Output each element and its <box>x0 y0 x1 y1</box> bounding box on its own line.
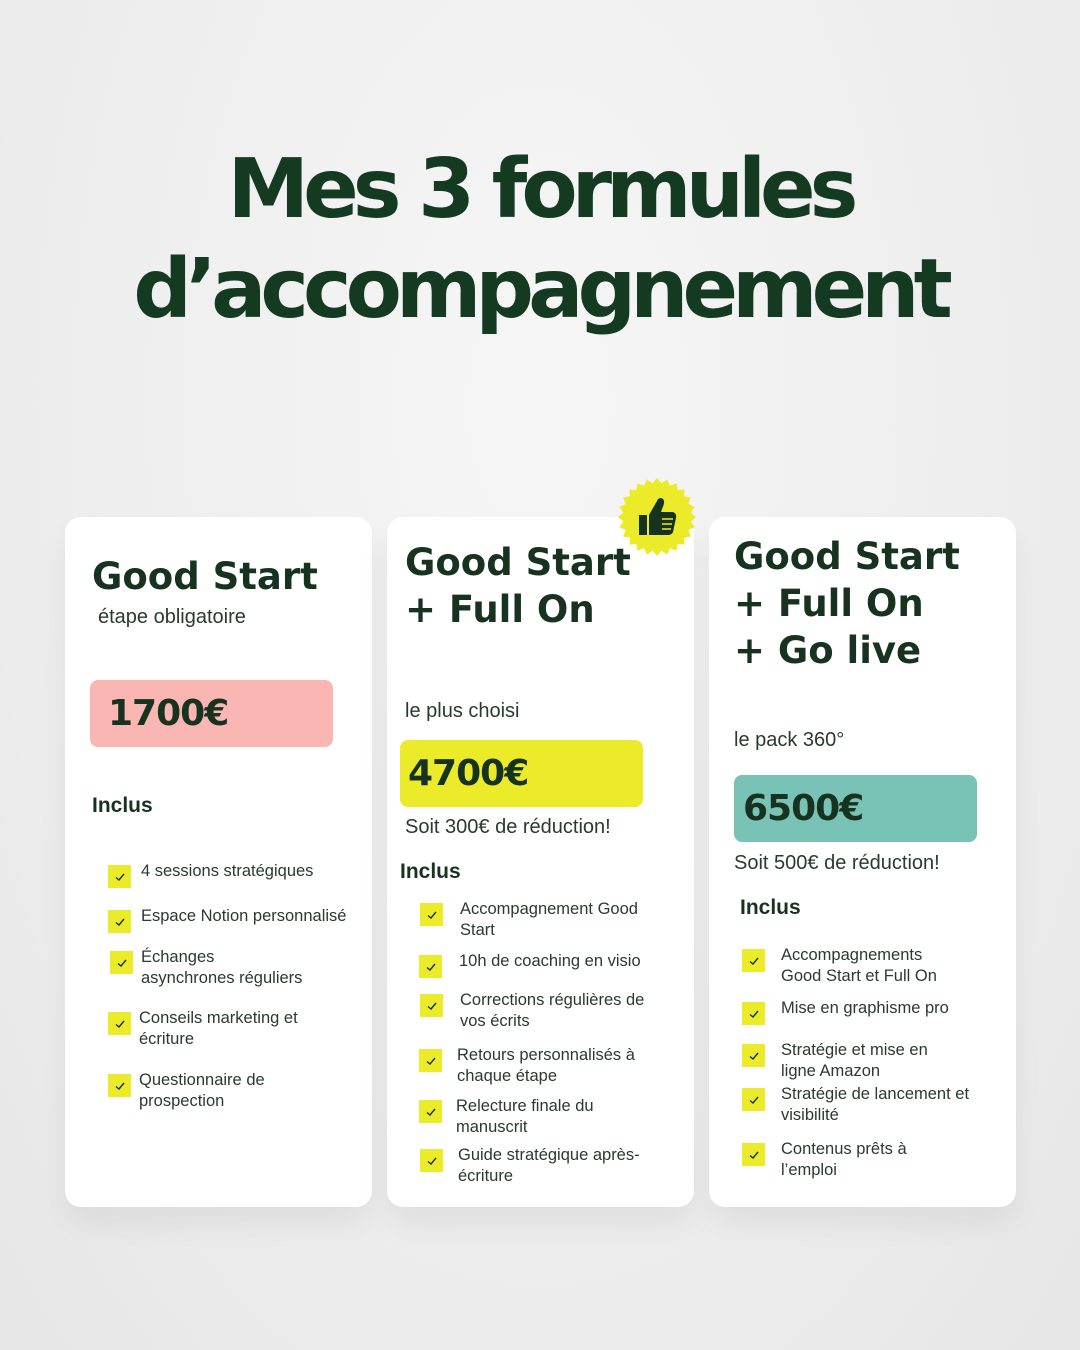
feature-item <box>108 1008 328 1050</box>
feature-item <box>420 899 660 941</box>
inclus-heading: Inclus <box>92 794 153 817</box>
feature-item <box>742 945 1002 987</box>
plan-name-line: + Full On <box>405 588 595 631</box>
feature-item <box>108 906 363 933</box>
feature-item <box>420 990 670 1032</box>
feature-item <box>108 861 348 888</box>
checkbox-check-icon <box>108 1012 131 1035</box>
feature-item <box>110 947 310 989</box>
feature-text: Relecture finale du manuscrit <box>456 1097 594 1136</box>
feature-item <box>419 951 669 978</box>
feature-item <box>742 1084 1002 1126</box>
feature-text: Guide stratégique après-écriture <box>458 1146 640 1185</box>
feature-text: Retours personnalisés à chaque étape <box>457 1046 635 1085</box>
feature-text: Mise en graphisme pro <box>781 999 949 1017</box>
page-title <box>0 140 1080 340</box>
feature-text: 10h de coaching en visio <box>459 952 641 970</box>
checkbox-check-icon <box>108 1074 131 1097</box>
feature-text: Conseils marketing et écriture <box>139 1009 298 1048</box>
plan-name <box>92 553 318 600</box>
checkbox-check-icon <box>742 1143 765 1166</box>
feature-text: Échanges asynchrones réguliers <box>141 948 303 987</box>
feature-item <box>419 1096 669 1138</box>
checkbox-check-icon <box>420 903 443 926</box>
plan-card-good-start-full-on[interactable] <box>387 517 694 1207</box>
page-title-line-2: d’accompagnement <box>133 242 947 337</box>
plan-card-good-start-full-on-go-live[interactable] <box>709 517 1016 1207</box>
feature-text: Corrections régulières de vos écrits <box>460 991 645 1030</box>
checkbox-check-icon <box>110 951 133 974</box>
feature-text: Stratégie et mise en ligne Amazon <box>781 1041 928 1080</box>
feature-text: Accompagnements Good Start et Full On <box>781 946 937 985</box>
checkbox-check-icon <box>742 1044 765 1067</box>
price: 4700€ <box>408 753 529 794</box>
checkbox-check-icon <box>419 1100 442 1123</box>
checkbox-check-icon <box>419 955 442 978</box>
reduction-text: Soit 500€ de réduction! <box>734 852 940 874</box>
inclus-heading: Inclus <box>740 896 801 919</box>
price-box <box>734 775 977 842</box>
checkbox-check-icon <box>742 1088 765 1111</box>
checkbox-check-icon <box>108 865 131 888</box>
feature-text: Stratégie de lancement et visibilité <box>781 1085 970 1124</box>
price: 6500€ <box>743 788 864 829</box>
checkbox-check-icon <box>420 1149 443 1172</box>
price: 1700€ <box>108 693 229 734</box>
feature-text: Accompagnement Good Start <box>460 900 638 939</box>
price-box <box>90 680 333 747</box>
feature-text: Questionnaire de prospection <box>139 1071 265 1110</box>
checkbox-check-icon <box>742 949 765 972</box>
plan-name <box>405 539 631 633</box>
checkbox-check-icon <box>108 910 131 933</box>
feature-item <box>419 1045 669 1087</box>
inclus-heading: Inclus <box>400 860 461 883</box>
plan-name-line: + Go live <box>734 629 922 672</box>
checkbox-check-icon <box>742 1002 765 1025</box>
feature-text: 4 sessions stratégiques <box>141 862 314 880</box>
plan-name <box>734 533 960 674</box>
reduction-text: Soit 300€ de réduction! <box>405 816 611 838</box>
plan-subtitle: le plus choisi <box>405 700 520 722</box>
feature-item <box>742 998 1002 1025</box>
feature-text: Espace Notion personnalisé <box>141 907 347 925</box>
plan-subtitle: le pack 360° <box>734 729 845 751</box>
plan-subtitle: étape obligatoire <box>98 606 246 628</box>
feature-text: Contenus prêts à l’emploi <box>781 1140 907 1179</box>
feature-item <box>742 1040 1002 1082</box>
price-box <box>400 740 643 807</box>
plan-name-line: + Full On <box>734 582 924 625</box>
checkbox-check-icon <box>419 1049 442 1072</box>
plan-name-line: Good Start <box>734 535 960 578</box>
feature-item <box>742 1139 1002 1181</box>
plan-name-line: Good Start <box>405 541 631 584</box>
plan-card-good-start[interactable] <box>65 517 372 1207</box>
checkbox-check-icon <box>420 994 443 1017</box>
plan-name-line: Good Start <box>92 555 318 598</box>
page-title-line-1: Mes 3 formules <box>227 142 853 237</box>
feature-item <box>420 1145 670 1187</box>
thumbs-up-icon <box>617 477 697 557</box>
feature-item <box>108 1070 308 1112</box>
